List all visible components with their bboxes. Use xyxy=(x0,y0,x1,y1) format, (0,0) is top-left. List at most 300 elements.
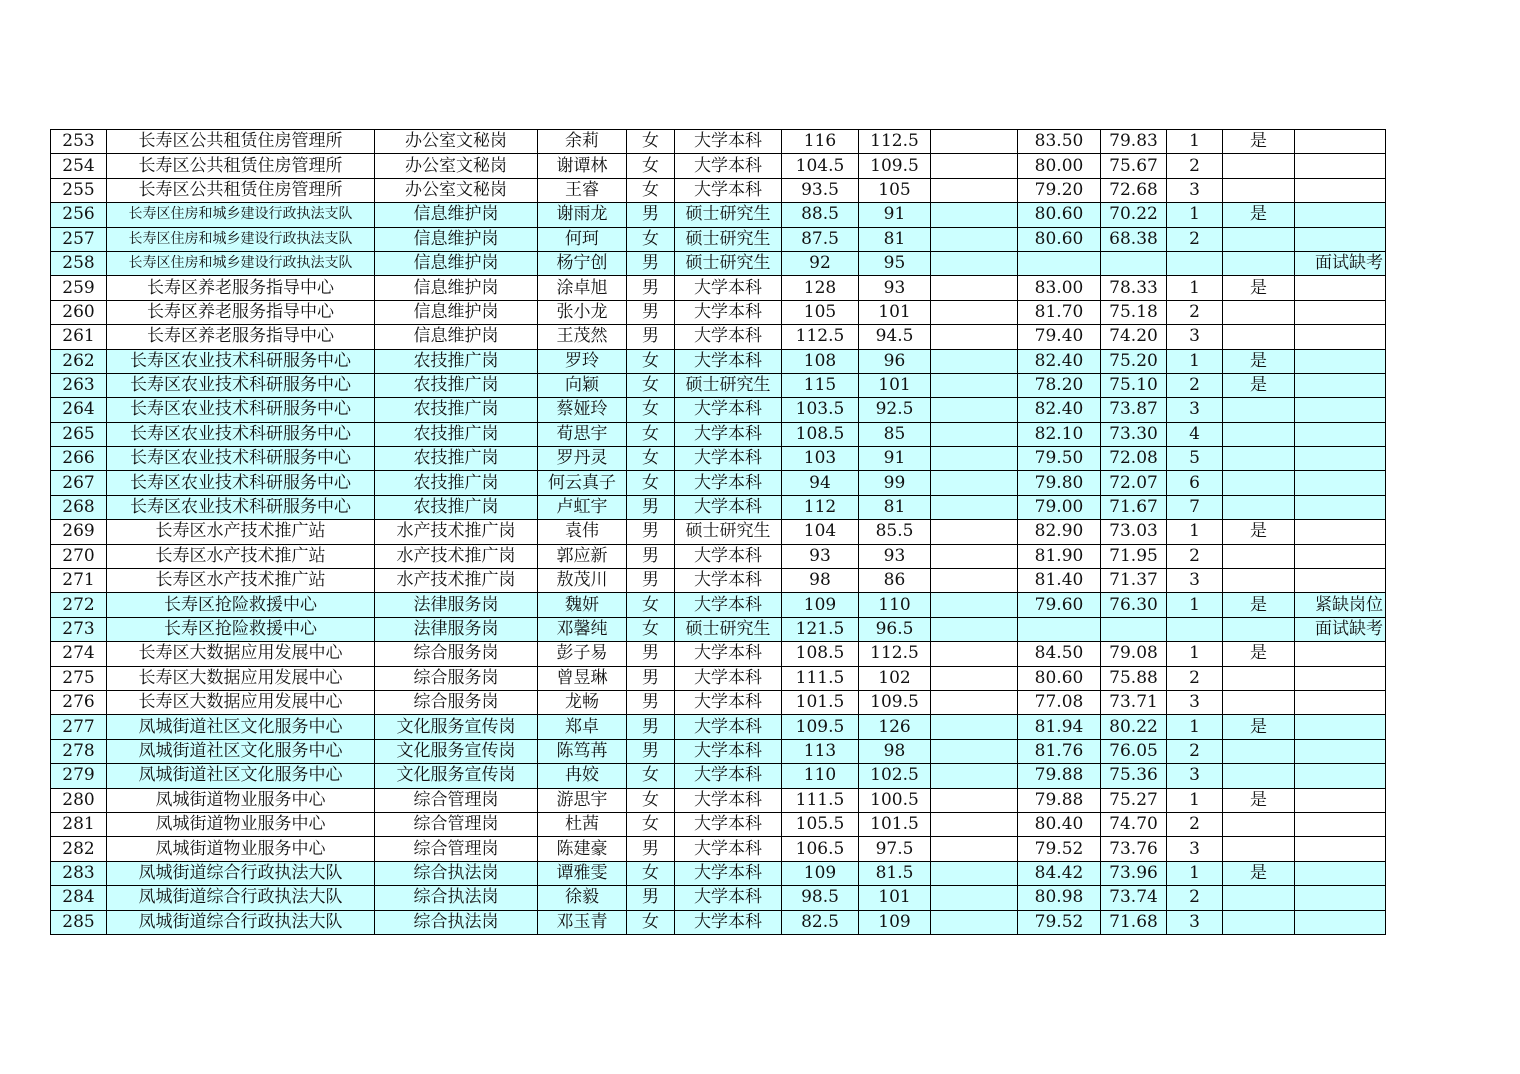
remark-cell xyxy=(1295,422,1386,446)
written-score-2-cell: 85.5 xyxy=(859,520,931,544)
rank-cell: 1 xyxy=(1167,130,1223,154)
unit-name-cell: 长寿区大数据应用发展中心 xyxy=(107,642,375,666)
education-cell: 大学本科 xyxy=(675,569,782,593)
remark-cell xyxy=(1295,764,1386,788)
interview-score-cell: 79.20 xyxy=(1018,178,1101,202)
extra-score-cell xyxy=(931,837,1018,861)
unit-name-cell: 长寿区大数据应用发展中心 xyxy=(107,690,375,714)
row-number-cell: 259 xyxy=(51,276,107,300)
unit-name-cell: 长寿区养老服务指导中心 xyxy=(107,276,375,300)
remark-cell xyxy=(1295,861,1386,885)
candidate-name-cell: 卢虹宇 xyxy=(538,495,627,519)
written-score-2-cell: 96 xyxy=(859,349,931,373)
total-score-cell xyxy=(1101,617,1167,641)
written-score-1-cell: 108.5 xyxy=(782,642,859,666)
table-row xyxy=(51,495,1386,519)
candidate-name-cell: 郭应新 xyxy=(538,544,627,568)
candidate-name-cell: 谢雨龙 xyxy=(538,203,627,227)
remark-cell xyxy=(1295,373,1386,397)
gender-cell: 女 xyxy=(627,227,675,251)
physical-exam-flag-cell: 是 xyxy=(1223,715,1295,739)
candidate-name-cell: 何云真子 xyxy=(538,471,627,495)
total-score-cell: 71.37 xyxy=(1101,569,1167,593)
total-score-cell: 75.18 xyxy=(1101,300,1167,324)
education-cell: 大学本科 xyxy=(675,495,782,519)
total-score-cell xyxy=(1101,251,1167,275)
education-cell: 大学本科 xyxy=(675,300,782,324)
total-score-cell: 73.76 xyxy=(1101,837,1167,861)
gender-cell: 男 xyxy=(627,276,675,300)
post-name-cell: 综合服务岗 xyxy=(375,642,538,666)
written-score-1-cell: 93.5 xyxy=(782,178,859,202)
total-score-cell: 75.36 xyxy=(1101,764,1167,788)
unit-name-cell: 凤城街道物业服务中心 xyxy=(107,788,375,812)
candidate-name-cell: 郑卓 xyxy=(538,715,627,739)
gender-cell: 女 xyxy=(627,593,675,617)
rank-cell: 2 xyxy=(1167,300,1223,324)
written-score-1-cell: 88.5 xyxy=(782,203,859,227)
written-score-2-cell: 101 xyxy=(859,300,931,324)
table-row xyxy=(51,325,1386,349)
remark-cell: 面试缺考 xyxy=(1295,617,1386,641)
written-score-2-cell: 102.5 xyxy=(859,764,931,788)
total-score-cell: 71.68 xyxy=(1101,910,1167,934)
unit-name-cell: 长寿区农业技术科研服务中心 xyxy=(107,349,375,373)
written-score-1-cell: 109 xyxy=(782,593,859,617)
row-number-cell: 283 xyxy=(51,861,107,885)
education-cell: 大学本科 xyxy=(675,544,782,568)
unit-name-cell: 凤城街道社区文化服务中心 xyxy=(107,739,375,763)
written-score-2-cell: 97.5 xyxy=(859,837,931,861)
candidate-name-cell: 邓玉青 xyxy=(538,910,627,934)
rank-cell: 1 xyxy=(1167,861,1223,885)
written-score-1-cell: 101.5 xyxy=(782,690,859,714)
post-name-cell: 农技推广岗 xyxy=(375,349,538,373)
written-score-2-cell: 94.5 xyxy=(859,325,931,349)
table-row xyxy=(51,130,1386,154)
education-cell: 硕士研究生 xyxy=(675,203,782,227)
interview-score-cell: 82.40 xyxy=(1018,349,1101,373)
post-name-cell: 综合管理岗 xyxy=(375,837,538,861)
row-number-cell: 279 xyxy=(51,764,107,788)
unit-name-cell: 长寿区大数据应用发展中心 xyxy=(107,666,375,690)
row-number-cell: 273 xyxy=(51,617,107,641)
row-number-cell: 263 xyxy=(51,373,107,397)
row-number-cell: 278 xyxy=(51,739,107,763)
written-score-1-cell: 93 xyxy=(782,544,859,568)
rank-cell: 5 xyxy=(1167,447,1223,471)
post-name-cell: 文化服务宣传岗 xyxy=(375,739,538,763)
physical-exam-flag-cell xyxy=(1223,227,1295,251)
physical-exam-flag-cell: 是 xyxy=(1223,130,1295,154)
table-row xyxy=(51,593,1386,617)
candidate-name-cell: 蔡娅玲 xyxy=(538,398,627,422)
candidate-name-cell: 王睿 xyxy=(538,178,627,202)
unit-name-cell: 凤城街道社区文化服务中心 xyxy=(107,715,375,739)
extra-score-cell xyxy=(931,300,1018,324)
extra-score-cell xyxy=(931,886,1018,910)
total-score-cell: 80.22 xyxy=(1101,715,1167,739)
physical-exam-flag-cell xyxy=(1223,739,1295,763)
row-number-cell: 275 xyxy=(51,666,107,690)
remark-cell xyxy=(1295,520,1386,544)
remark-cell xyxy=(1295,690,1386,714)
interview-score-cell: 82.90 xyxy=(1018,520,1101,544)
total-score-cell: 72.08 xyxy=(1101,447,1167,471)
post-name-cell: 综合执法岗 xyxy=(375,861,538,885)
physical-exam-flag-cell: 是 xyxy=(1223,861,1295,885)
physical-exam-flag-cell xyxy=(1223,666,1295,690)
interview-score-cell: 78.20 xyxy=(1018,373,1101,397)
rank-cell: 1 xyxy=(1167,788,1223,812)
candidate-name-cell: 邓馨纯 xyxy=(538,617,627,641)
extra-score-cell xyxy=(931,130,1018,154)
unit-name-cell: 凤城街道社区文化服务中心 xyxy=(107,764,375,788)
table-row xyxy=(51,861,1386,885)
table-row xyxy=(51,812,1386,836)
rank-cell xyxy=(1167,251,1223,275)
total-score-cell: 75.88 xyxy=(1101,666,1167,690)
post-name-cell: 法律服务岗 xyxy=(375,593,538,617)
gender-cell: 男 xyxy=(627,325,675,349)
extra-score-cell xyxy=(931,690,1018,714)
extra-score-cell xyxy=(931,471,1018,495)
gender-cell: 男 xyxy=(627,666,675,690)
unit-name-cell: 长寿区农业技术科研服务中心 xyxy=(107,471,375,495)
education-cell: 大学本科 xyxy=(675,642,782,666)
written-score-2-cell: 91 xyxy=(859,447,931,471)
rank-cell: 1 xyxy=(1167,642,1223,666)
gender-cell: 男 xyxy=(627,642,675,666)
interview-score-cell: 80.98 xyxy=(1018,886,1101,910)
total-score-cell: 75.27 xyxy=(1101,788,1167,812)
candidate-name-cell: 徐毅 xyxy=(538,886,627,910)
interview-score-cell: 79.40 xyxy=(1018,325,1101,349)
education-cell: 大学本科 xyxy=(675,447,782,471)
physical-exam-flag-cell xyxy=(1223,764,1295,788)
post-name-cell: 文化服务宣传岗 xyxy=(375,715,538,739)
education-cell: 大学本科 xyxy=(675,593,782,617)
table-row xyxy=(51,373,1386,397)
total-score-cell: 70.22 xyxy=(1101,203,1167,227)
remark-cell xyxy=(1295,154,1386,178)
remark-cell xyxy=(1295,203,1386,227)
candidate-name-cell: 曾昱琳 xyxy=(538,666,627,690)
extra-score-cell xyxy=(931,617,1018,641)
remark-cell xyxy=(1295,300,1386,324)
remark-cell xyxy=(1295,886,1386,910)
total-score-cell: 73.71 xyxy=(1101,690,1167,714)
total-score-cell: 73.03 xyxy=(1101,520,1167,544)
written-score-2-cell: 112.5 xyxy=(859,130,931,154)
gender-cell: 男 xyxy=(627,715,675,739)
total-score-cell: 71.95 xyxy=(1101,544,1167,568)
written-score-2-cell: 126 xyxy=(859,715,931,739)
row-number-cell: 277 xyxy=(51,715,107,739)
education-cell: 大学本科 xyxy=(675,739,782,763)
row-number-cell: 267 xyxy=(51,471,107,495)
interview-score-cell: 79.88 xyxy=(1018,764,1101,788)
rank-cell: 2 xyxy=(1167,886,1223,910)
post-name-cell: 农技推广岗 xyxy=(375,447,538,471)
extra-score-cell xyxy=(931,325,1018,349)
written-score-1-cell: 128 xyxy=(782,276,859,300)
post-name-cell: 综合服务岗 xyxy=(375,690,538,714)
written-score-2-cell: 99 xyxy=(859,471,931,495)
candidate-name-cell: 陈建豪 xyxy=(538,837,627,861)
written-score-1-cell: 98 xyxy=(782,569,859,593)
post-name-cell: 农技推广岗 xyxy=(375,398,538,422)
written-score-2-cell: 109 xyxy=(859,910,931,934)
written-score-1-cell: 104 xyxy=(782,520,859,544)
interview-score-cell: 81.90 xyxy=(1018,544,1101,568)
physical-exam-flag-cell xyxy=(1223,398,1295,422)
unit-name-cell: 凤城街道综合行政执法大队 xyxy=(107,861,375,885)
remark-cell xyxy=(1295,569,1386,593)
unit-name-cell: 长寿区抢险救援中心 xyxy=(107,617,375,641)
remark-cell xyxy=(1295,276,1386,300)
remark-cell xyxy=(1295,739,1386,763)
education-cell: 大学本科 xyxy=(675,349,782,373)
rank-cell xyxy=(1167,617,1223,641)
unit-name-cell: 长寿区公共租赁住房管理所 xyxy=(107,130,375,154)
post-name-cell: 水产技术推广岗 xyxy=(375,569,538,593)
education-cell: 硕士研究生 xyxy=(675,227,782,251)
physical-exam-flag-cell xyxy=(1223,154,1295,178)
physical-exam-flag-cell: 是 xyxy=(1223,349,1295,373)
written-score-2-cell: 102 xyxy=(859,666,931,690)
table-row xyxy=(51,471,1386,495)
gender-cell: 男 xyxy=(627,886,675,910)
interview-score-cell: 83.00 xyxy=(1018,276,1101,300)
post-name-cell: 综合管理岗 xyxy=(375,788,538,812)
remark-cell: 紧缺岗位 xyxy=(1295,593,1386,617)
physical-exam-flag-cell: 是 xyxy=(1223,593,1295,617)
extra-score-cell xyxy=(931,178,1018,202)
unit-name-cell: 长寿区农业技术科研服务中心 xyxy=(107,447,375,471)
unit-name-cell: 长寿区农业技术科研服务中心 xyxy=(107,422,375,446)
extra-score-cell xyxy=(931,203,1018,227)
extra-score-cell xyxy=(931,398,1018,422)
row-number-cell: 269 xyxy=(51,520,107,544)
total-score-cell: 73.96 xyxy=(1101,861,1167,885)
rank-cell: 3 xyxy=(1167,325,1223,349)
table-row xyxy=(51,276,1386,300)
interview-score-cell: 84.50 xyxy=(1018,642,1101,666)
remark-cell xyxy=(1295,642,1386,666)
physical-exam-flag-cell: 是 xyxy=(1223,203,1295,227)
written-score-1-cell: 113 xyxy=(782,739,859,763)
rank-cell: 4 xyxy=(1167,422,1223,446)
table-row xyxy=(51,642,1386,666)
unit-name-cell: 长寿区农业技术科研服务中心 xyxy=(107,495,375,519)
results-table xyxy=(50,129,1386,935)
education-cell: 大学本科 xyxy=(675,812,782,836)
candidate-name-cell: 张小龙 xyxy=(538,300,627,324)
table-row xyxy=(51,788,1386,812)
row-number-cell: 261 xyxy=(51,325,107,349)
gender-cell: 男 xyxy=(627,569,675,593)
total-score-cell: 73.74 xyxy=(1101,886,1167,910)
written-score-1-cell: 109 xyxy=(782,861,859,885)
remark-cell xyxy=(1295,666,1386,690)
remark-cell xyxy=(1295,398,1386,422)
candidate-name-cell: 余莉 xyxy=(538,130,627,154)
candidate-name-cell: 陈笃苒 xyxy=(538,739,627,763)
written-score-2-cell: 112.5 xyxy=(859,642,931,666)
written-score-2-cell: 81 xyxy=(859,495,931,519)
post-name-cell: 综合执法岗 xyxy=(375,910,538,934)
total-score-cell: 78.33 xyxy=(1101,276,1167,300)
gender-cell: 男 xyxy=(627,203,675,227)
row-number-cell: 284 xyxy=(51,886,107,910)
post-name-cell: 信息维护岗 xyxy=(375,227,538,251)
table-row xyxy=(51,886,1386,910)
education-cell: 大学本科 xyxy=(675,471,782,495)
candidate-name-cell: 谭雅雯 xyxy=(538,861,627,885)
table-row xyxy=(51,837,1386,861)
row-number-cell: 266 xyxy=(51,447,107,471)
physical-exam-flag-cell xyxy=(1223,690,1295,714)
gender-cell: 女 xyxy=(627,764,675,788)
written-score-1-cell: 108 xyxy=(782,349,859,373)
remark-cell xyxy=(1295,471,1386,495)
written-score-1-cell: 87.5 xyxy=(782,227,859,251)
gender-cell: 女 xyxy=(627,471,675,495)
interview-score-cell: 79.60 xyxy=(1018,593,1101,617)
written-score-1-cell: 104.5 xyxy=(782,154,859,178)
post-name-cell: 信息维护岗 xyxy=(375,203,538,227)
total-score-cell: 68.38 xyxy=(1101,227,1167,251)
post-name-cell: 办公室文秘岗 xyxy=(375,154,538,178)
written-score-2-cell: 93 xyxy=(859,276,931,300)
rank-cell: 2 xyxy=(1167,544,1223,568)
written-score-2-cell: 91 xyxy=(859,203,931,227)
extra-score-cell xyxy=(931,154,1018,178)
education-cell: 大学本科 xyxy=(675,276,782,300)
interview-score-cell: 80.60 xyxy=(1018,227,1101,251)
table-row xyxy=(51,569,1386,593)
total-score-cell: 76.30 xyxy=(1101,593,1167,617)
physical-exam-flag-cell xyxy=(1223,837,1295,861)
row-number-cell: 276 xyxy=(51,690,107,714)
physical-exam-flag-cell xyxy=(1223,251,1295,275)
gender-cell: 男 xyxy=(627,300,675,324)
written-score-1-cell: 103 xyxy=(782,447,859,471)
education-cell: 大学本科 xyxy=(675,788,782,812)
total-score-cell: 73.30 xyxy=(1101,422,1167,446)
unit-name-cell: 凤城街道物业服务中心 xyxy=(107,812,375,836)
row-number-cell: 255 xyxy=(51,178,107,202)
post-name-cell: 文化服务宣传岗 xyxy=(375,764,538,788)
education-cell: 大学本科 xyxy=(675,666,782,690)
row-number-cell: 258 xyxy=(51,251,107,275)
post-name-cell: 综合服务岗 xyxy=(375,666,538,690)
candidate-name-cell: 罗丹灵 xyxy=(538,447,627,471)
interview-score-cell: 83.50 xyxy=(1018,130,1101,154)
interview-score-cell: 84.42 xyxy=(1018,861,1101,885)
interview-score-cell: 79.52 xyxy=(1018,837,1101,861)
rank-cell: 6 xyxy=(1167,471,1223,495)
candidate-name-cell: 杜茜 xyxy=(538,812,627,836)
gender-cell: 男 xyxy=(627,690,675,714)
extra-score-cell xyxy=(931,715,1018,739)
table-row xyxy=(51,203,1386,227)
unit-name-cell: 长寿区住房和城乡建设行政执法支队 xyxy=(107,203,375,227)
gender-cell: 女 xyxy=(627,178,675,202)
row-number-cell: 254 xyxy=(51,154,107,178)
total-score-cell: 74.20 xyxy=(1101,325,1167,349)
extra-score-cell xyxy=(931,861,1018,885)
rank-cell: 2 xyxy=(1167,227,1223,251)
interview-score-cell: 82.40 xyxy=(1018,398,1101,422)
row-number-cell: 260 xyxy=(51,300,107,324)
written-score-1-cell: 111.5 xyxy=(782,788,859,812)
written-score-2-cell: 85 xyxy=(859,422,931,446)
row-number-cell: 270 xyxy=(51,544,107,568)
row-number-cell: 265 xyxy=(51,422,107,446)
post-name-cell: 综合执法岗 xyxy=(375,886,538,910)
unit-name-cell: 长寿区农业技术科研服务中心 xyxy=(107,373,375,397)
post-name-cell: 信息维护岗 xyxy=(375,325,538,349)
unit-name-cell: 长寿区水产技术推广站 xyxy=(107,569,375,593)
candidate-name-cell: 游思宇 xyxy=(538,788,627,812)
extra-score-cell xyxy=(931,764,1018,788)
written-score-2-cell: 81 xyxy=(859,227,931,251)
gender-cell: 女 xyxy=(627,910,675,934)
candidate-name-cell: 谢谭林 xyxy=(538,154,627,178)
physical-exam-flag-cell: 是 xyxy=(1223,642,1295,666)
rank-cell: 2 xyxy=(1167,812,1223,836)
written-score-2-cell: 86 xyxy=(859,569,931,593)
physical-exam-flag-cell xyxy=(1223,471,1295,495)
written-score-1-cell: 109.5 xyxy=(782,715,859,739)
row-number-cell: 262 xyxy=(51,349,107,373)
rank-cell: 7 xyxy=(1167,495,1223,519)
total-score-cell: 73.87 xyxy=(1101,398,1167,422)
rank-cell: 2 xyxy=(1167,666,1223,690)
gender-cell: 女 xyxy=(627,861,675,885)
post-name-cell: 信息维护岗 xyxy=(375,251,538,275)
table-row xyxy=(51,910,1386,934)
education-cell: 大学本科 xyxy=(675,837,782,861)
education-cell: 大学本科 xyxy=(675,130,782,154)
table-row xyxy=(51,447,1386,471)
table-row xyxy=(51,300,1386,324)
gender-cell: 男 xyxy=(627,520,675,544)
table-row xyxy=(51,666,1386,690)
written-score-1-cell: 98.5 xyxy=(782,886,859,910)
gender-cell: 女 xyxy=(627,617,675,641)
unit-name-cell: 长寿区住房和城乡建设行政执法支队 xyxy=(107,227,375,251)
rank-cell: 2 xyxy=(1167,739,1223,763)
written-score-1-cell: 82.5 xyxy=(782,910,859,934)
row-number-cell: 253 xyxy=(51,130,107,154)
remark-cell xyxy=(1295,812,1386,836)
rank-cell: 2 xyxy=(1167,373,1223,397)
unit-name-cell: 长寿区抢险救援中心 xyxy=(107,593,375,617)
education-cell: 大学本科 xyxy=(675,690,782,714)
gender-cell: 女 xyxy=(627,788,675,812)
rank-cell: 1 xyxy=(1167,203,1223,227)
table-row xyxy=(51,227,1386,251)
row-number-cell: 281 xyxy=(51,812,107,836)
unit-name-cell: 凤城街道综合行政执法大队 xyxy=(107,886,375,910)
education-cell: 大学本科 xyxy=(675,764,782,788)
interview-score-cell: 80.60 xyxy=(1018,666,1101,690)
post-name-cell: 水产技术推广岗 xyxy=(375,520,538,544)
remark-cell xyxy=(1295,178,1386,202)
